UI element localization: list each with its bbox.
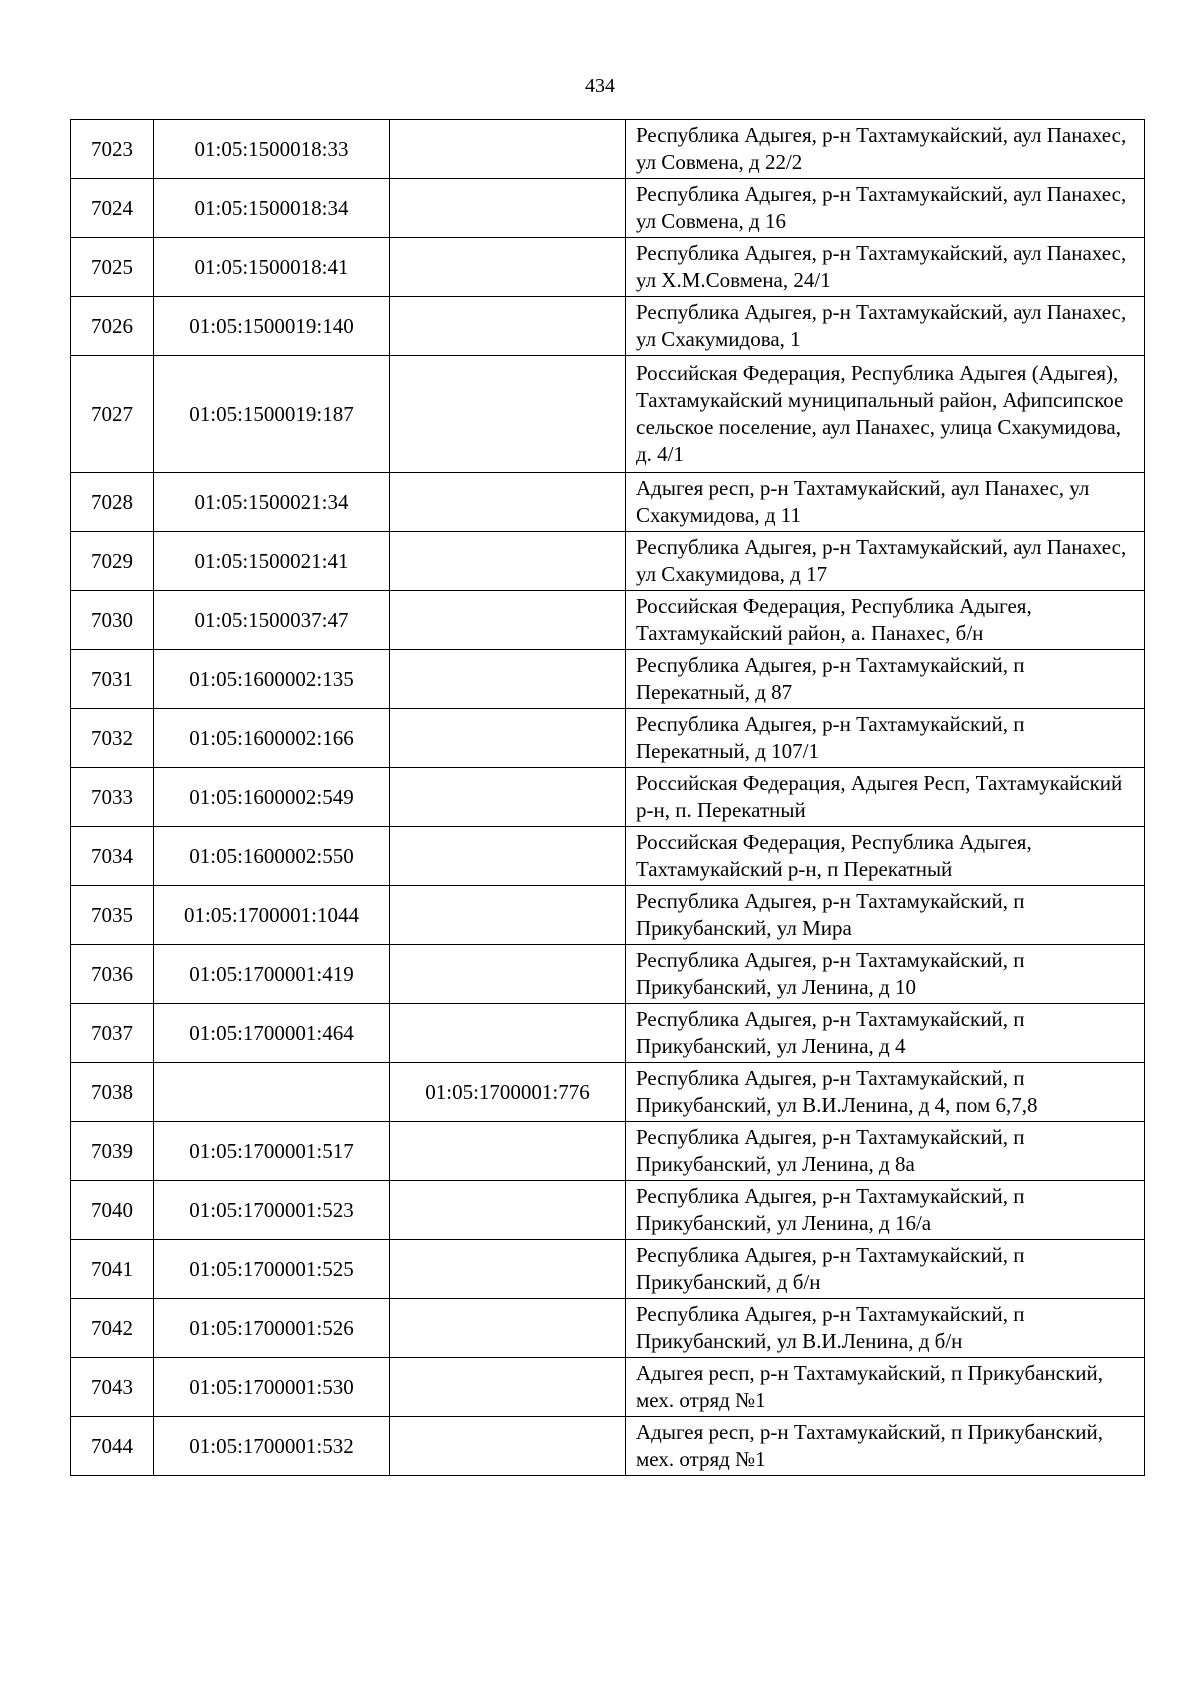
cadastral-number-cell: 01:05:1500018:41 (154, 238, 390, 297)
address-cell: Республика Адыгея, р-н Тахтамукайский, п Прикубанский, ул В.И.Ленина, д б/н (626, 1299, 1145, 1358)
address-cell: Республика Адыгея, р-н Тахтамукайский, п Прикубанский, ул Ленина, д 8а (626, 1122, 1145, 1181)
cadastral-number-cell: 01:05:1500018:33 (154, 120, 390, 179)
table-row (71, 1004, 1145, 1063)
table-row (71, 297, 1145, 356)
cadastral-number-cell: 01:05:1500021:34 (154, 473, 390, 532)
table-row (71, 768, 1145, 827)
row-number-cell: 7024 (71, 179, 154, 238)
row-number-cell: 7033 (71, 768, 154, 827)
address-cell: Республика Адыгея, р-н Тахтамукайский, п Прикубанский, д б/н (626, 1240, 1145, 1299)
related-cadastral-number-cell (390, 1417, 626, 1476)
cadastral-number-cell: 01:05:1500019:187 (154, 356, 390, 473)
related-cadastral-number-cell (390, 768, 626, 827)
cadastral-number-cell: 01:05:1700001:525 (154, 1240, 390, 1299)
cadastral-number-cell: 01:05:1700001:530 (154, 1358, 390, 1417)
row-number-cell: 7042 (71, 1299, 154, 1358)
row-number-cell: 7038 (71, 1063, 154, 1122)
address-cell: Республика Адыгея, р-н Тахтамукайский, аул Панахес, ул Схакумидова, 1 (626, 297, 1145, 356)
related-cadastral-number-cell (390, 1358, 626, 1417)
registry-table-body (71, 120, 1145, 1476)
cadastral-number-cell: 01:05:1700001:523 (154, 1181, 390, 1240)
address-cell: Республика Адыгея, р-н Тахтамукайский, п Перекатный, д 87 (626, 650, 1145, 709)
cadastral-number-cell: 01:05:1500018:34 (154, 179, 390, 238)
related-cadastral-number-cell (390, 1122, 626, 1181)
row-number-cell: 7023 (71, 120, 154, 179)
address-cell: Республика Адыгея, р-н Тахтамукайский, п Прикубанский, ул Ленина, д 16/а (626, 1181, 1145, 1240)
related-cadastral-number-cell (390, 827, 626, 886)
cadastral-number-cell: 01:05:1600002:550 (154, 827, 390, 886)
related-cadastral-number-cell (390, 356, 626, 473)
related-cadastral-number-cell (390, 886, 626, 945)
row-number-cell: 7027 (71, 356, 154, 473)
page-number: 434 (585, 75, 615, 97)
row-number-cell: 7028 (71, 473, 154, 532)
table-row (71, 1417, 1145, 1476)
cadastral-number-cell: 01:05:1700001:464 (154, 1004, 390, 1063)
table-row (71, 650, 1145, 709)
row-number-cell: 7030 (71, 591, 154, 650)
row-number-cell: 7031 (71, 650, 154, 709)
row-number-cell: 7041 (71, 1240, 154, 1299)
row-number-cell: 7034 (71, 827, 154, 886)
table-row (71, 827, 1145, 886)
address-cell: Республика Адыгея, р-н Тахтамукайский, п Перекатный, д 107/1 (626, 709, 1145, 768)
address-cell: Российская Федерация, Республика Адыгея, Тахтамукайский район, а. Панахес, б/н (626, 591, 1145, 650)
table-row (71, 709, 1145, 768)
address-cell: Республика Адыгея, р-н Тахтамукайский, п Прикубанский, ул Ленина, д 4 (626, 1004, 1145, 1063)
cadastral-number-cell: 01:05:1500021:41 (154, 532, 390, 591)
address-cell: Российская Федерация, Республика Адыгея (Адыгея), Тахтамукайский муниципальный район, Афипсипское сельское поселение, аул Панахес, улица Схакумидова, д. 4/1 (626, 356, 1145, 473)
related-cadastral-number-cell (390, 297, 626, 356)
cadastral-number-cell: 01:05:1500037:47 (154, 591, 390, 650)
table-row (71, 1358, 1145, 1417)
cadastral-number-cell (154, 1063, 390, 1122)
related-cadastral-number-cell (390, 1240, 626, 1299)
row-number-cell: 7043 (71, 1358, 154, 1417)
related-cadastral-number-cell (390, 238, 626, 297)
row-number-cell: 7044 (71, 1417, 154, 1476)
cadastral-number-cell: 01:05:1700001:517 (154, 1122, 390, 1181)
address-cell: Республика Адыгея, р-н Тахтамукайский, аул Панахес, ул Х.М.Совмена, 24/1 (626, 238, 1145, 297)
table-row (71, 1063, 1145, 1122)
table-row (71, 1181, 1145, 1240)
table-row (71, 886, 1145, 945)
related-cadastral-number-cell (390, 1004, 626, 1063)
address-cell: Адыгея респ, р-н Тахтамукайский, п Прикубанский, мех. отряд №1 (626, 1417, 1145, 1476)
address-cell: Адыгея респ, р-н Тахтамукайский, п Прикубанский, мех. отряд №1 (626, 1358, 1145, 1417)
row-number-cell: 7035 (71, 886, 154, 945)
related-cadastral-number-cell (390, 179, 626, 238)
table-row (71, 356, 1145, 473)
row-number-cell: 7032 (71, 709, 154, 768)
table-row (71, 238, 1145, 297)
table-row (71, 179, 1145, 238)
address-cell: Республика Адыгея, р-н Тахтамукайский, п Прикубанский, ул Ленина, д 10 (626, 945, 1145, 1004)
cadastral-number-cell: 01:05:1700001:1044 (154, 886, 390, 945)
row-number-cell: 7029 (71, 532, 154, 591)
address-cell: Российская Федерация, Республика Адыгея, Тахтамукайский р-н, п Перекатный (626, 827, 1145, 886)
table-row (71, 120, 1145, 179)
cadastral-number-cell: 01:05:1600002:166 (154, 709, 390, 768)
cadastral-number-cell: 01:05:1700001:419 (154, 945, 390, 1004)
address-cell: Республика Адыгея, р-н Тахтамукайский, аул Панахес, ул Схакумидова, д 17 (626, 532, 1145, 591)
table-row (71, 591, 1145, 650)
registry-table (70, 119, 1145, 1476)
table-row (71, 945, 1145, 1004)
table-row (71, 1122, 1145, 1181)
related-cadastral-number-cell (390, 1299, 626, 1358)
row-number-cell: 7039 (71, 1122, 154, 1181)
address-cell: Республика Адыгея, р-н Тахтамукайский, п Прикубанский, ул Мира (626, 886, 1145, 945)
address-cell: Республика Адыгея, р-н Тахтамукайский, аул Панахес, ул Совмена, д 22/2 (626, 120, 1145, 179)
related-cadastral-number-cell (390, 709, 626, 768)
row-number-cell: 7040 (71, 1181, 154, 1240)
row-number-cell: 7025 (71, 238, 154, 297)
row-number-cell: 7026 (71, 297, 154, 356)
row-number-cell: 7036 (71, 945, 154, 1004)
table-row (71, 473, 1145, 532)
address-cell: Республика Адыгея, р-н Тахтамукайский, аул Панахес, ул Совмена, д 16 (626, 179, 1145, 238)
address-cell: Республика Адыгея, р-н Тахтамукайский, п Прикубанский, ул В.И.Ленина, д 4, пом 6,7,8 (626, 1063, 1145, 1122)
related-cadastral-number-cell (390, 945, 626, 1004)
related-cadastral-number-cell (390, 1181, 626, 1240)
related-cadastral-number-cell: 01:05:1700001:776 (390, 1063, 626, 1122)
table-row (71, 1299, 1145, 1358)
cadastral-number-cell: 01:05:1700001:532 (154, 1417, 390, 1476)
address-cell: Российская Федерация, Адыгея Респ, Тахтамукайский р-н, п. Перекатный (626, 768, 1145, 827)
table-row (71, 1240, 1145, 1299)
related-cadastral-number-cell (390, 120, 626, 179)
address-cell: Адыгея респ, р-н Тахтамукайский, аул Панахес, ул Схакумидова, д 11 (626, 473, 1145, 532)
cadastral-number-cell: 01:05:1700001:526 (154, 1299, 390, 1358)
related-cadastral-number-cell (390, 532, 626, 591)
cadastral-number-cell: 01:05:1500019:140 (154, 297, 390, 356)
row-number-cell: 7037 (71, 1004, 154, 1063)
cadastral-number-cell: 01:05:1600002:135 (154, 650, 390, 709)
related-cadastral-number-cell (390, 591, 626, 650)
cadastral-number-cell: 01:05:1600002:549 (154, 768, 390, 827)
related-cadastral-number-cell (390, 650, 626, 709)
related-cadastral-number-cell (390, 473, 626, 532)
table-row (71, 532, 1145, 591)
